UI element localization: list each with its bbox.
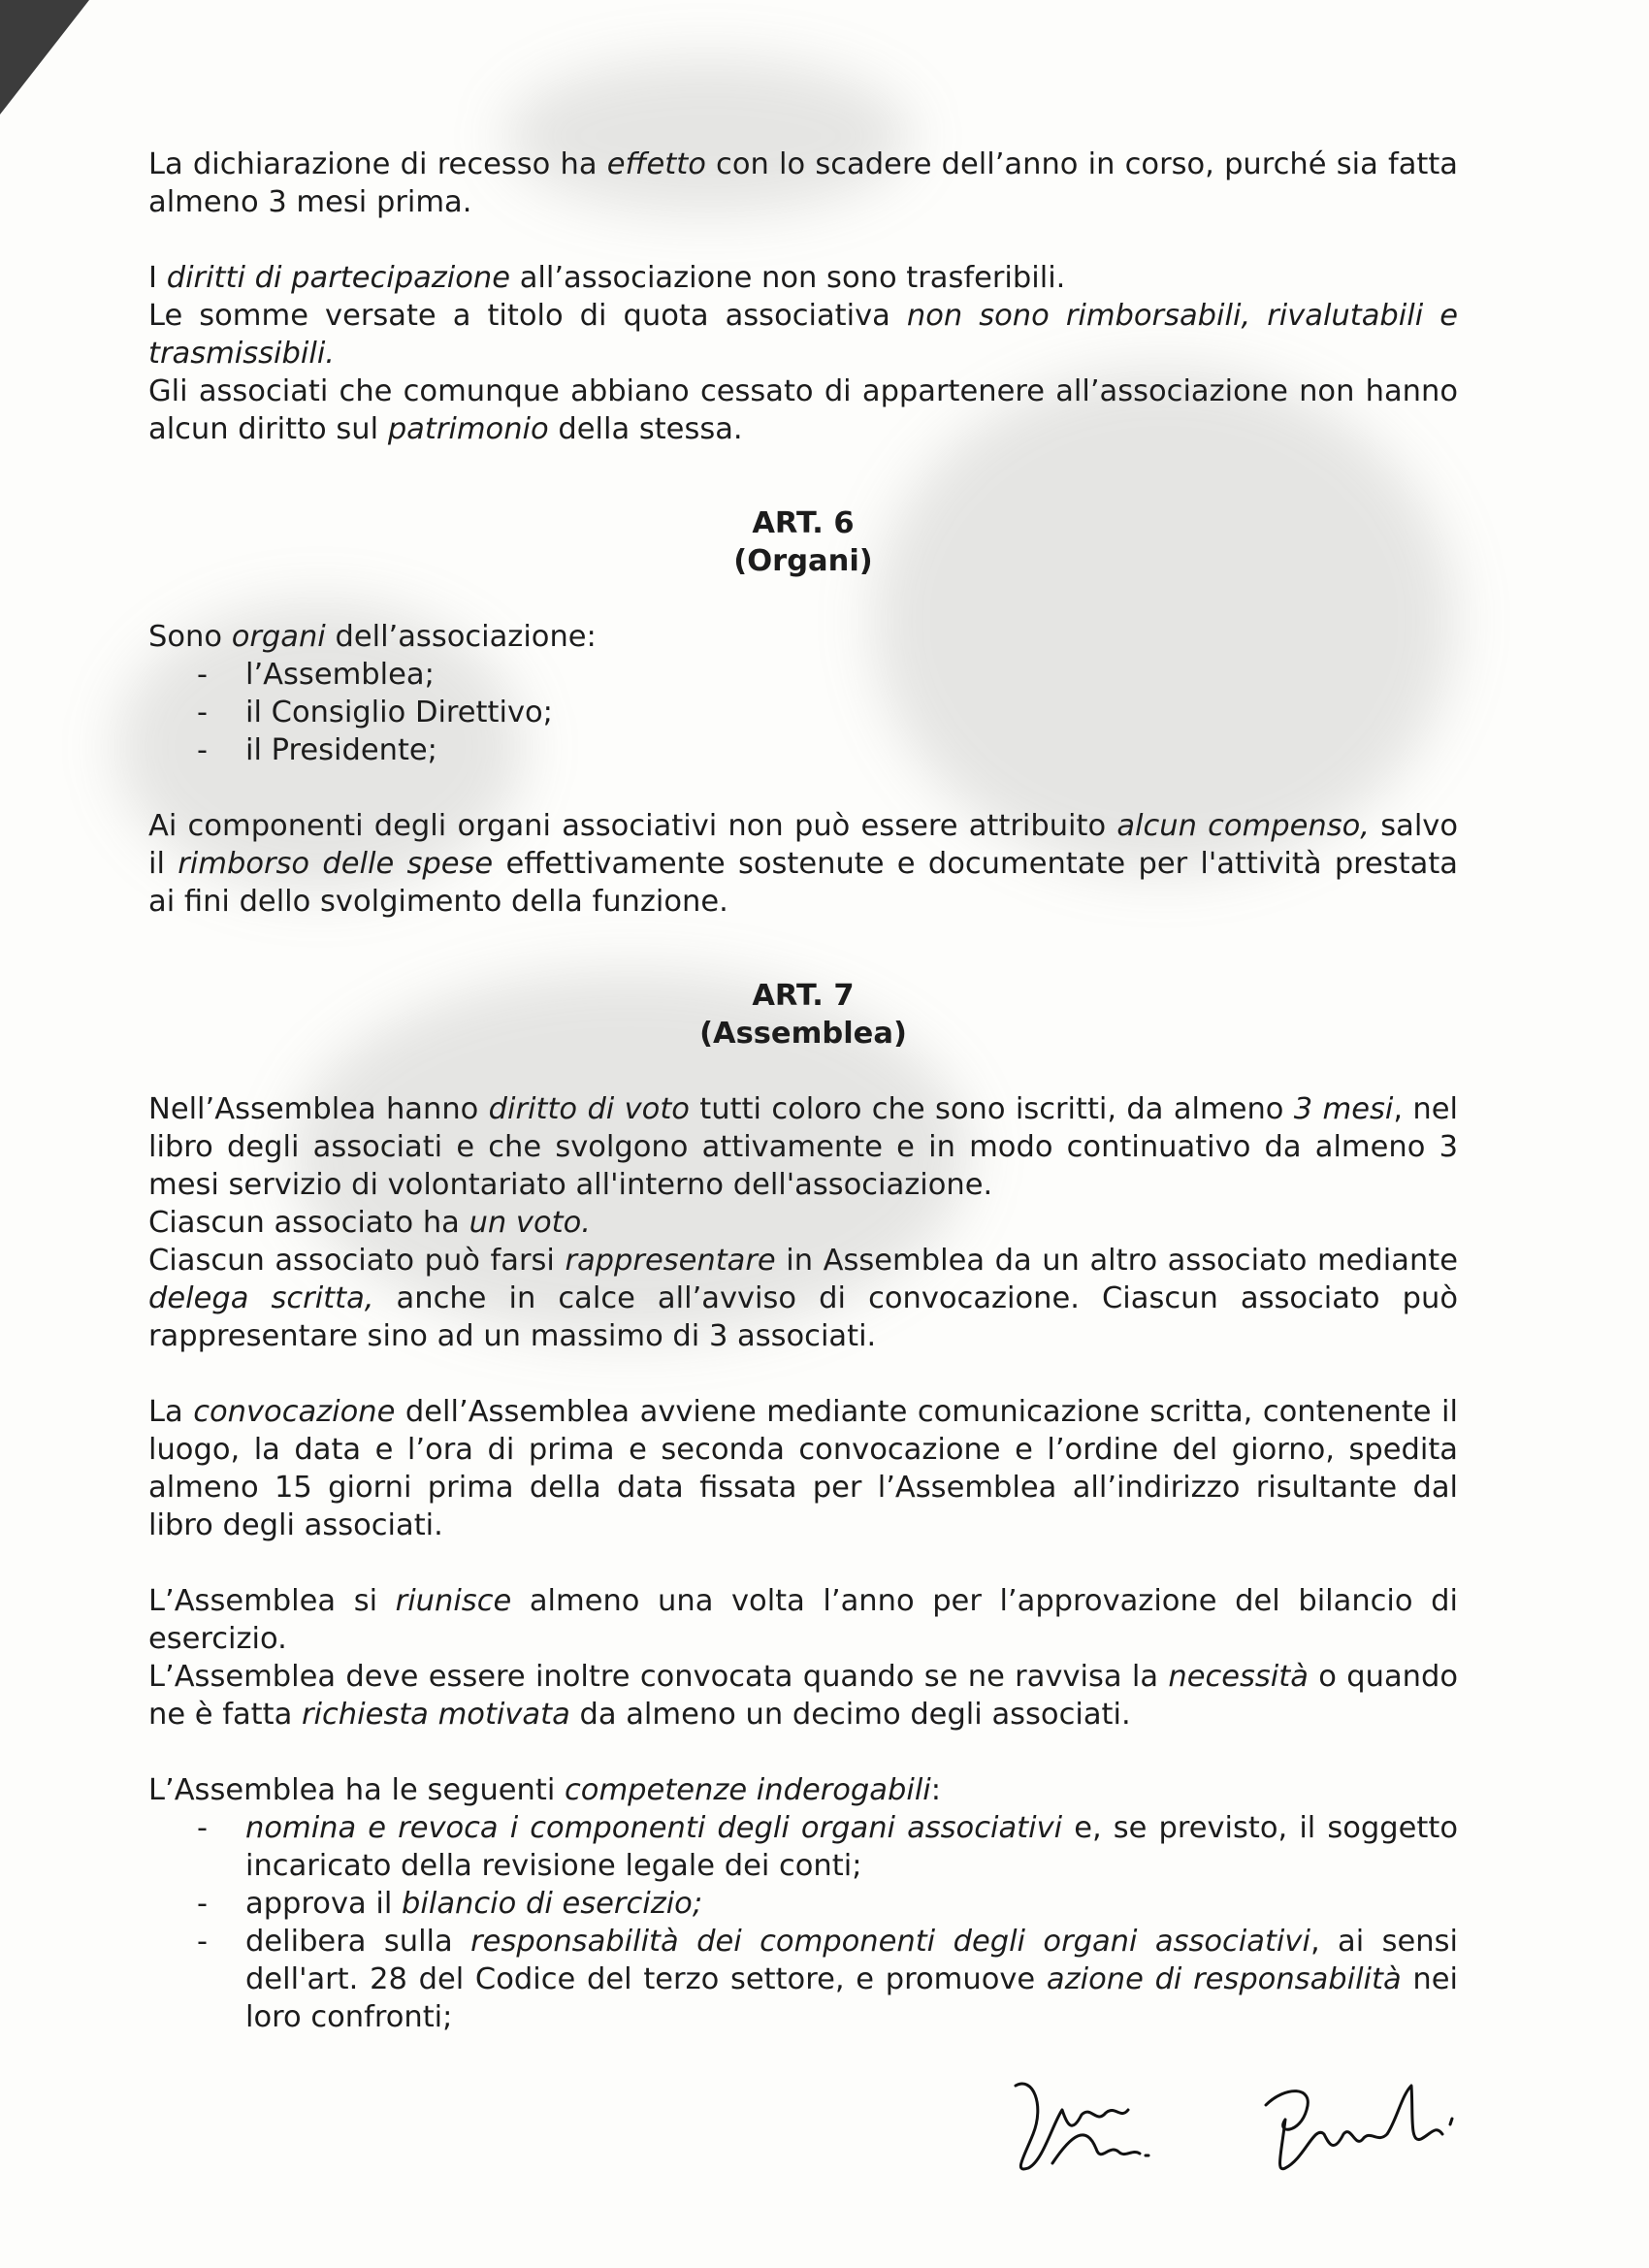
article-6-subtitle: (Organi) [733, 544, 873, 578]
signature-1 [1016, 2084, 1148, 2169]
article-6-title: ART. 6 [752, 506, 855, 540]
paragraph-un-voto: Ciascun associato ha un voto. [148, 1206, 591, 1240]
list-item: - il Presidente; [197, 731, 1458, 769]
list-item: - delibera sulla responsabilità dei componenti degli organi associativi, ai sensi dell'art. 28 del Codice del terzo settore, e promuove azione di responsabilità nei loro confronti; [197, 1923, 1458, 2036]
paragraph-delega: Ciascun associato può farsi rappresentare in Assemblea da un altro associato mediante delega scritta, anche in calce all’avviso di convocazione. Ciascun associato può rappresentare sino ad un massimo di 3 associati. [148, 1244, 1458, 1353]
handwritten-signatures [994, 2066, 1499, 2202]
paragraph-convocazione: La convocazione dell’Assemblea avviene mediante comunicazione scritta, contenente il luogo, la data e l’ora di prima e seconda convocazione e l’ordine del giorno, spedita almeno 15 giorni prima della data fissata per l’Assemblea all’indirizzo risultante dal libro degli associati. [148, 1395, 1458, 1542]
competenze-list [148, 1809, 1458, 2036]
signature-2 [1266, 2086, 1452, 2169]
paragraph-organi: Sono organi dell’associazione: [148, 620, 597, 654]
paragraph-richiesta: L’Assemblea deve essere inoltre convocata quando se ne ravvisa la necessità o quando ne è fatta richiesta motivata da almeno un decimo degli associati. [148, 1660, 1458, 1732]
list-item: - nomina e revoca i componenti degli organi associativi e, se previsto, il soggetto incaricato della revisione legale dei conti; [197, 1809, 1458, 1885]
paragraph-riunione: L’Assemblea si riunisce almeno una volta l’anno per l’approvazione del bilancio di esercizio. [148, 1584, 1458, 1656]
list-item: - approva il bilancio di esercizio; [197, 1885, 1458, 1923]
organi-list [148, 656, 1458, 769]
document-page [148, 146, 1458, 2036]
paragraph-competenze: L’Assemblea ha le seguenti competenze inderogabili: [148, 1773, 942, 1807]
list-item: - il Consiglio Direttivo; [197, 694, 1458, 731]
list-item: - l’Assemblea; [197, 656, 1458, 694]
paragraph-somme: Le somme versate a titolo di quota associativa non sono rimborsabili, rivalutabili e trasmissibili. [148, 299, 1458, 371]
signatures-area [994, 2066, 1499, 2202]
article-7-title: ART. 7 [752, 979, 855, 1013]
paragraph-recesso: La dichiarazione di recesso ha effetto con lo scadere dell’anno in corso, purché sia fatta almeno 3 mesi prima. [148, 147, 1458, 219]
paragraph-diritti: I diritti di partecipazione all’associazione non sono trasferibili. [148, 261, 1066, 295]
scan-corner-fold [0, 0, 89, 114]
paragraph-compenso: Ai componenti degli organi associativi non può essere attribuito alcun compenso, salvo il rimborso delle spese effettivamente sostenute e documentate per l'attività prestata ai fini dello svolgimento della funzione. [148, 809, 1459, 919]
paragraph-patrimonio: Gli associati che comunque abbiano cessato di appartenere all’associazione non hanno alcun diritto sul patrimonio della stessa. [148, 374, 1458, 446]
article-7-subtitle: (Assemblea) [699, 1017, 907, 1051]
paragraph-diritto-voto: Nell’Assemblea hanno diritto di voto tutti coloro che sono iscritti, da almeno 3 mesi, nel libro degli associati e che svolgono attivamente e in modo continuativo da almeno 3 mesi servizio di volontariato all'interno dell'associazione. [148, 1092, 1458, 1202]
